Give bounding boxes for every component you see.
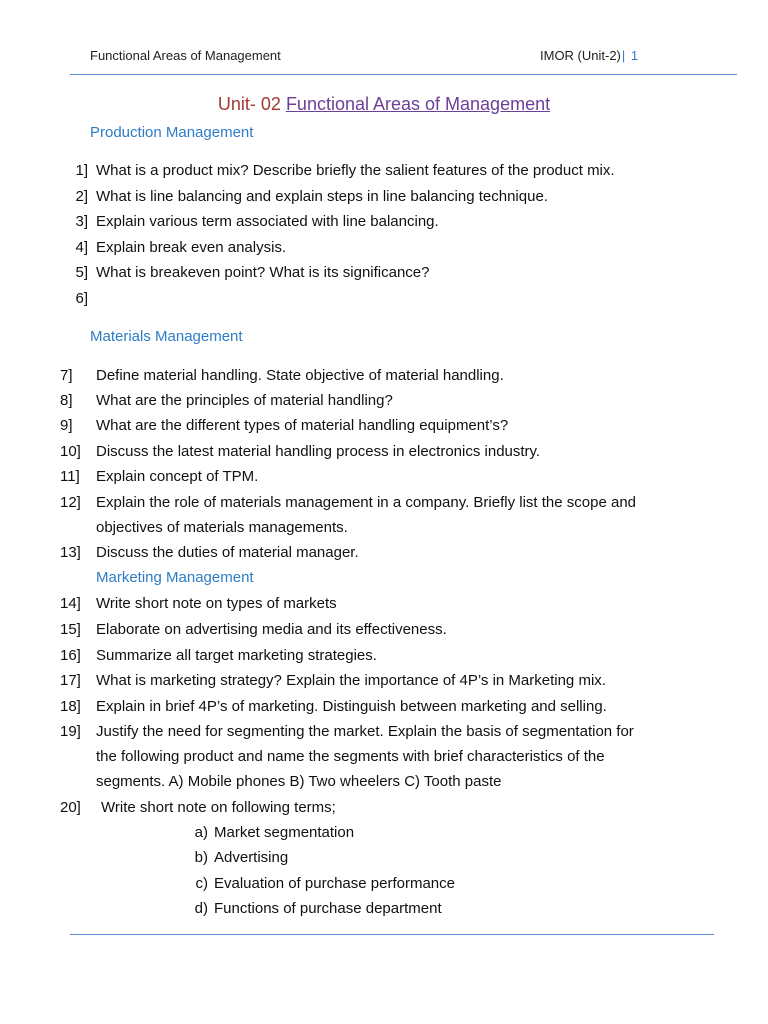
- question-text: Explain in brief 4P’s of marketing. Distinguish between marketing and selling.: [96, 698, 607, 715]
- header-separator: |: [621, 48, 626, 63]
- page-title: [0, 94, 768, 115]
- question-text: Write short note on following terms;: [101, 799, 336, 816]
- question-number: 6]: [75, 290, 88, 307]
- list-item-text: Evaluation of purchase performance: [214, 875, 455, 892]
- question-text: Write short note on types of markets: [96, 595, 337, 612]
- header-doc-ref: IMOR (Unit-2): [540, 48, 621, 63]
- question-text: Justify the need for segmenting the market. Explain the basis of segmentation for: [96, 723, 634, 740]
- question-number: 14]: [60, 595, 81, 612]
- question-number: 7]: [60, 367, 73, 384]
- question-number: 18]: [60, 698, 81, 715]
- page-number: 1: [630, 48, 639, 63]
- question-number: 5]: [75, 264, 88, 281]
- question-text-continued: segments. A) Mobile phones B) Two wheelers C) Tooth paste: [96, 773, 502, 790]
- question-number: 9]: [60, 417, 73, 434]
- question-number: 1]: [75, 162, 88, 179]
- question-text: What are the different types of material handling equipment’s?: [96, 417, 509, 434]
- question-number: 19]: [60, 723, 81, 740]
- list-item-label: b): [194, 849, 208, 866]
- question-number: 3]: [75, 213, 88, 230]
- question-text: Explain concept of TPM.: [96, 468, 259, 485]
- question-number: 13]: [60, 544, 81, 561]
- question-number: 16]: [60, 647, 81, 664]
- question-text: What is marketing strategy? Explain the importance of 4P’s in Marketing mix.: [96, 672, 606, 689]
- list-item-label: c): [195, 875, 208, 892]
- list-item-text: Functions of purchase department: [214, 900, 442, 917]
- list-item-text: Market segmentation: [214, 824, 355, 841]
- question-text: What is line balancing and explain steps in line balancing technique.: [96, 188, 548, 205]
- question-number: 2]: [75, 188, 88, 205]
- question-number: 15]: [60, 621, 81, 638]
- question-text: What is breakeven point? What is its significance?: [96, 264, 430, 281]
- question-text: Explain the role of materials management in a company. Briefly list the scope and: [96, 494, 636, 511]
- question-number: 17]: [60, 672, 81, 689]
- section-heading-materials: Materials Management: [90, 328, 243, 345]
- list-item-label: a): [194, 824, 208, 841]
- question-number: 20]: [60, 799, 81, 816]
- question-number: 8]: [60, 392, 73, 409]
- question-text: Define material handling. State objective of material handling.: [96, 367, 504, 384]
- page-header-right: [540, 48, 638, 63]
- question-number: 12]: [60, 494, 81, 511]
- question-text-continued: the following product and name the segments with brief characteristics of the: [96, 748, 605, 765]
- page-header-left: Functional Areas of Management: [90, 48, 281, 63]
- question-text: Discuss the latest material handling process in electronics industry.: [96, 443, 541, 460]
- question-text: Elaborate on advertising media and its effectiveness.: [96, 621, 447, 638]
- section-heading-production: Production Management: [90, 124, 254, 141]
- section-heading-marketing: Marketing Management: [96, 569, 254, 586]
- unit-label: Unit- 02: [217, 94, 281, 114]
- question-text: Summarize all target marketing strategies.: [96, 647, 377, 664]
- question-text: Explain various term associated with line balancing.: [96, 213, 439, 230]
- list-item-label: d): [194, 900, 208, 917]
- question-text: What is a product mix? Describe briefly the salient features of the product mix.: [96, 162, 615, 179]
- question-text: Explain break even analysis.: [96, 239, 287, 256]
- question-number: 10]: [60, 443, 81, 460]
- question-number: 4]: [75, 239, 88, 256]
- question-text-continued: objectives of materials managements.: [96, 519, 348, 536]
- footer-rule: [70, 934, 714, 935]
- unit-title-text: Functional Areas of Management: [285, 94, 551, 114]
- question-text: What are the principles of material handling?: [96, 392, 393, 409]
- question-number: 11]: [60, 468, 80, 485]
- header-rule: [70, 74, 737, 75]
- list-item-text: Advertising: [214, 849, 289, 866]
- question-text: Discuss the duties of material manager.: [96, 544, 359, 561]
